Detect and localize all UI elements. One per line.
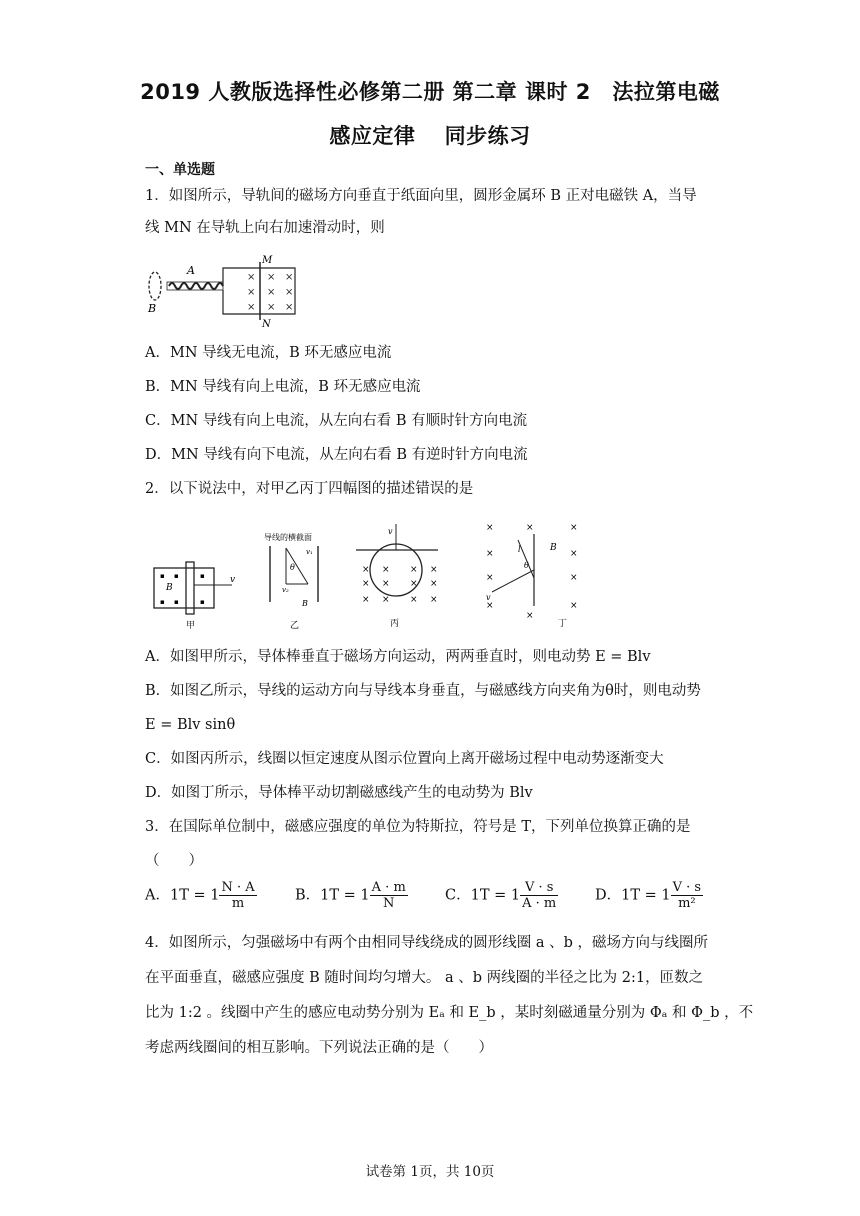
q2-option-b-formula: E = Blv sinθ [145,717,236,733]
q2-option-a: A．如图甲所示，导体棒垂直于磁场方向运动，两两垂直时，则电动势 E = Blv [145,649,651,665]
page-footer: 试卷第 1页，共 10页 [365,1164,495,1180]
q1-option-a: A．MN 导线无电流，B 环无感应电流 [145,345,392,361]
q1-option-d: D．MN 导线有向下电流，从左向右看 B 有逆时针方向电流 [145,447,528,463]
svg-text:×: × [267,272,276,283]
field-cross-mark: × [430,595,438,605]
field-dot-mark: ▪ [160,572,165,580]
svg-text:×: × [247,272,256,283]
svg-text:v: v [230,575,236,585]
page-title-line1: 2019 人教版选择性必修第二册 第二章 课时 2 法拉第电磁 [140,80,720,104]
rod-top-label: M [262,255,273,266]
field-cross-mark: × [382,595,390,605]
q2-option-d: D．如图丁所示，导体棒平动切割磁感线产生的电动势为 Blv [145,785,533,801]
svg-text:×: × [285,272,294,283]
svg-text:B: B [302,599,308,608]
q3-option-b: B．1T = 1 $\frac{A \cdot m}{N}$ [295,880,406,911]
field-cross-mark: × [430,565,438,575]
svg-text:θ: θ [290,563,295,572]
ring-b [149,272,161,300]
field-cross-mark: × [430,579,438,589]
magnet-label: A [187,264,195,277]
svg-text:×: × [285,302,294,313]
field-cross-mark: × [526,611,534,621]
q2-option-c: C．如图丙所示，线圈以恒定速度从图示位置向上离开磁场过程中电动势逐渐变大 [145,751,664,767]
q4-line4: 考虑两线圈间的相互影响。下列说法正确的是（ ） [145,1040,493,1056]
q1-stem-line1: 1．如图所示，导轨间的磁场方向垂直于纸面向里，圆形金属环 B 正对电磁铁 A，当导 [145,188,697,204]
q3-stem-line2: （ ） [145,853,203,869]
field-cross-mark: × [486,601,494,611]
field-dot-mark: ▪ [160,598,165,606]
q1-stem-line2: 线 MN 在导轨上向右加速滑动时，则 [145,220,385,236]
field-cross-mark: × [486,573,494,583]
field-dot-mark: ▪ [174,572,179,580]
q2-figure-yi [258,528,338,630]
q1-option-b: B．MN 导线有向上电流，B 环无感应电流 [145,379,421,395]
page-title-line2: 感应定律 同步练习 [329,124,531,148]
svg-text:B: B [550,543,557,553]
field-cross-mark: × [486,549,494,559]
svg-text:l: l [518,545,521,554]
q2-figure-ding [478,520,588,630]
field-cross-mark: × [526,523,534,533]
q1-figure [143,252,303,328]
field-cross-mark: × [486,523,494,533]
svg-text:乙: 乙 [290,621,300,630]
svg-text:θ: θ [524,561,529,570]
q1-option-c: C．MN 导线有向上电流，从左向右看 B 有顺时针方向电流 [145,413,528,429]
section-heading: 一、单选题 [145,162,215,178]
field-cross-mark: × [570,523,578,533]
field-dot-mark: ▪ [200,572,205,580]
q2-figure-bing [352,520,442,630]
svg-text:导线的横截面: 导线的横截面 [264,533,312,542]
coil [169,283,223,289]
rod-bottom-label: N [262,319,271,328]
svg-text:丁: 丁 [558,619,568,629]
field-cross-mark: × [382,579,390,589]
q3-stem-line1: 3．在国际单位制中，磁感应强度的单位为特斯拉，符号是 T，下列单位换算正确的是 [145,819,691,835]
q2-stem: 2．以下说法中，对甲乙丙丁四幅图的描述错误的是 [145,481,474,497]
ring-label: B [148,302,157,315]
field-cross-mark: × [410,565,418,575]
q4-line2: 在平面垂直，磁感应强度 B 随时间均匀增大。 a 、b 两线圈的半径之比为 2:1，匝数之 [145,970,704,986]
svg-text:×: × [267,287,276,298]
q3-option-d: D．1T = 1 $\frac{V \cdot s}{\text{m²}}$ [595,880,702,911]
q4-line3: 比为 1:2 。线圈中产生的感应电动势分别为 Eₐ 和 E_b ，某时刻磁通量分别为 Φₐ 和 Φ_b ，不 [145,1005,754,1021]
svg-text:B: B [166,583,173,593]
field-dot-mark: ▪ [174,598,179,606]
field-cross-mark: × [362,579,370,589]
svg-text:×: × [247,302,256,313]
field-cross-mark: × [570,549,578,559]
field-cross-mark: × [570,573,578,583]
svg-text:v: v [486,593,491,602]
svg-text:v₁: v₁ [306,548,313,556]
svg-text:丙: 丙 [390,619,400,629]
field-cross-mark: × [570,601,578,611]
svg-text:×: × [285,287,294,298]
field-dot-mark: ▪ [200,598,205,606]
q3-option-c: C．1T = 1 $\frac{V \cdot s}{A \cdot m}$ [445,880,557,911]
q2-figure-jia [148,560,238,630]
svg-text:v: v [388,527,393,536]
field-cross-mark: × [410,595,418,605]
q2-option-b: B．如图乙所示，导线的运动方向与导线本身垂直，与磁感线方向夹角为θ时，则电动势 [145,683,701,699]
svg-text:v₂: v₂ [282,586,289,594]
svg-text:×: × [247,287,256,298]
svg-text:×: × [267,302,276,313]
q3-option-a: A．1T = 1 $\frac{N \cdot A}{m}$ [145,880,255,911]
field-cross-mark: × [382,565,390,575]
field-cross-mark: × [362,595,370,605]
q4-line1: 4．如图所示，匀强磁场中有两个由相同导线绕成的圆形线圈 a 、b ，磁场方向与线圈所 [145,935,708,951]
svg-text:甲: 甲 [186,621,196,630]
field-cross-mark: × [410,579,418,589]
field-cross-mark: × [362,565,370,575]
